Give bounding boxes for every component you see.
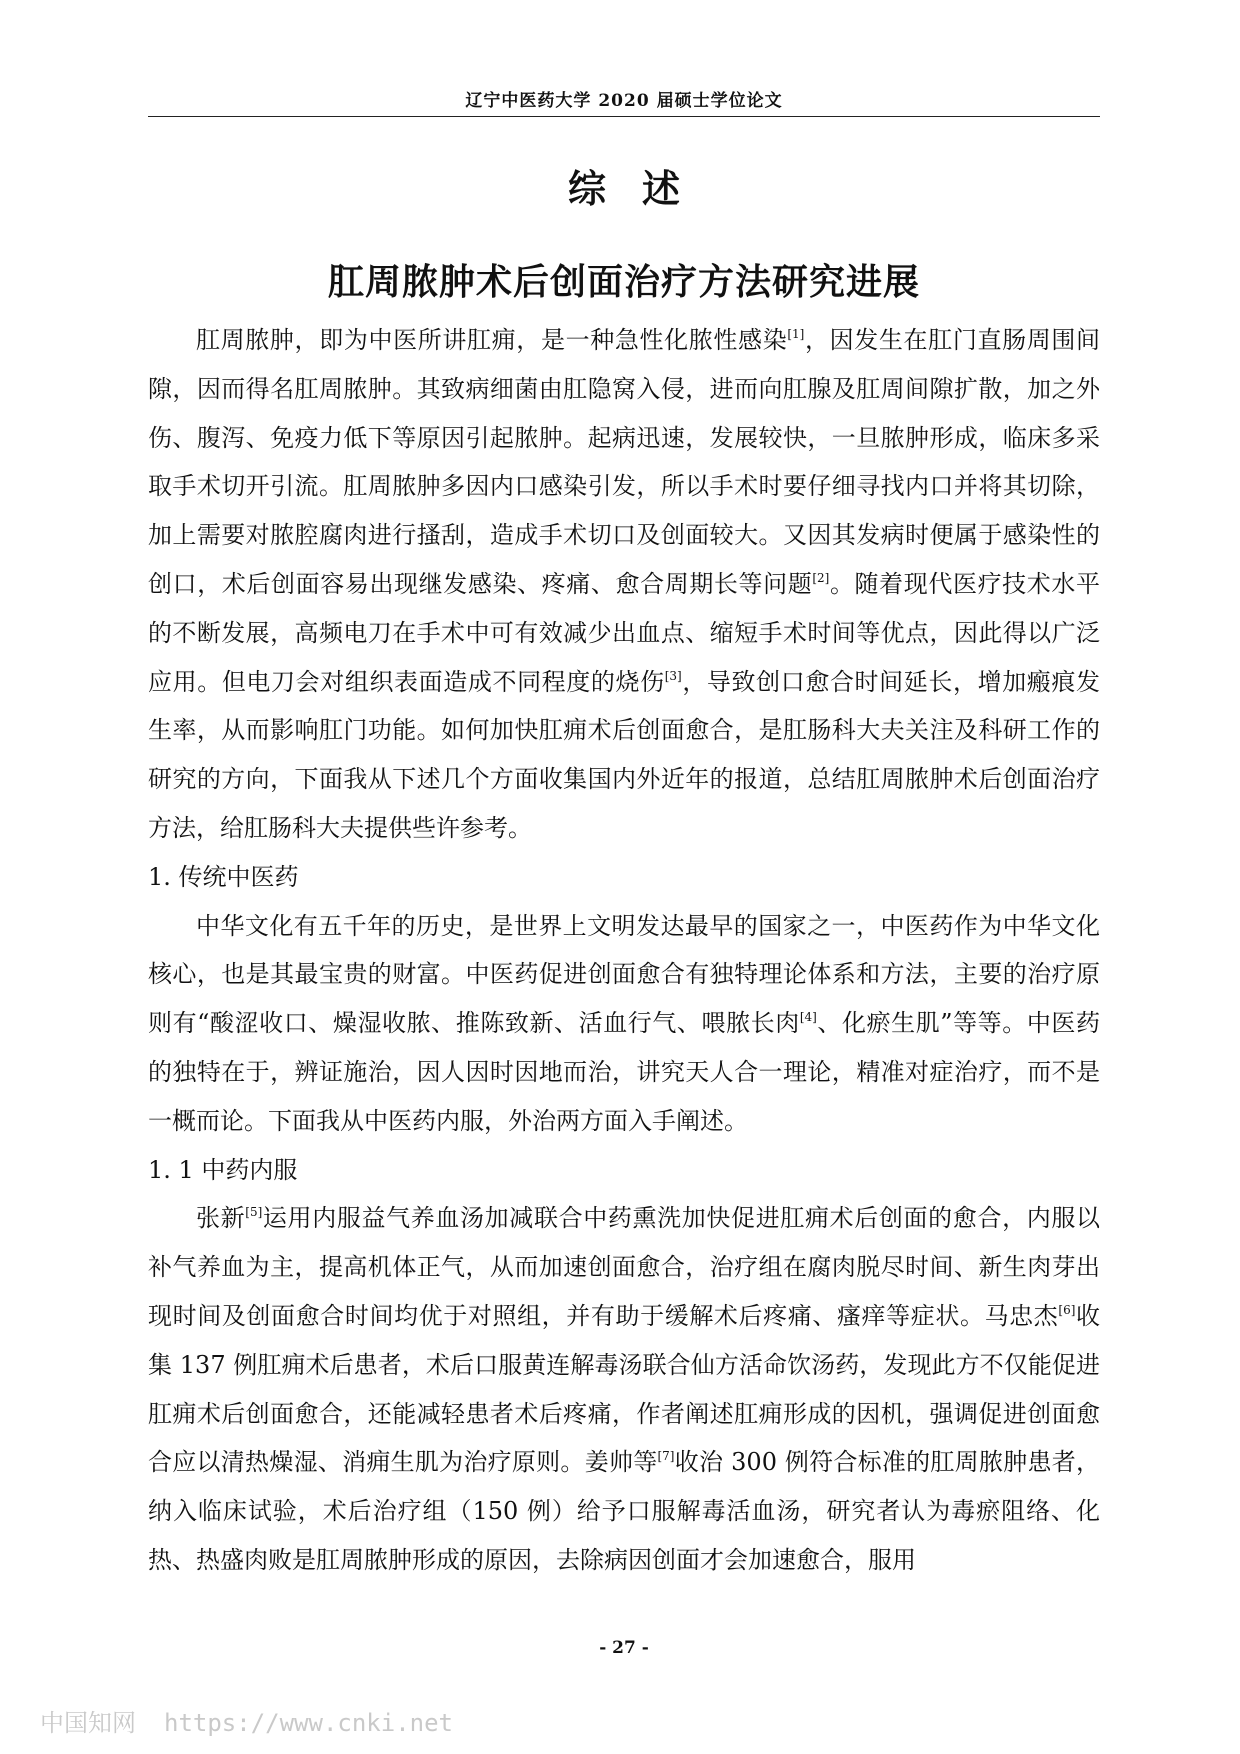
citation-2[interactable]: [2] [812, 570, 830, 585]
heading-1-1: 1. 1 中药内服 [148, 1155, 298, 1184]
text-span: 运用内服益气养血汤加减联合中药熏洗加快促进肛痈术后创面的愈合，内服以补气养血为主，提高机体正气，从而加速创面愈合，治疗组在腐肉脱尽时间、新生肉芽出现时间及创面愈合时间均优于对照组，并有助于缓解术后疼痛、瘙痒等症状。马忠杰 [148, 1204, 1101, 1330]
citation-1[interactable]: [1] [787, 327, 805, 341]
paragraph-tcm [148, 902, 1100, 1146]
citation-5[interactable]: [5] [245, 1205, 263, 1220]
page-number: - 27 - [599, 1638, 649, 1658]
text-span: 张新 [196, 1204, 246, 1233]
text-span: 、化瘀生肌”等等。中医药的独特在于，辨证施治，因人因时因地而治，讲究天人合一理论，精准对症治疗，而不是一概而论。下面我从中医药内服，外治两方面入手阐述。 [148, 1009, 1100, 1135]
heading-1: 1. 传统中医药 [148, 862, 299, 891]
citation-4[interactable]: [4] [799, 1010, 817, 1025]
body-text [148, 316, 1100, 1585]
text-span: ，因发生在肛门直肠周围间隙，因而得名肛周脓肿。其致病细菌由肛隐窝入侵，进而向肛腺及肛周间隙扩散，加之外伤、腹泻、免疫力低下等原因引起脓肿。起病迅速，发展较快，一旦脓肿形成，临床多采取手术切开引流。肛周脓肿多因内口感染引发，所以手术时要仔细寻找内口并将其切除，加上需要对脓腔腐肉进行搔刮，造成手术切口及创面较大。又因其发病时便属于感染性的创口，术后创面容易出现继发感染、疼痛、愈合周期长等问题 [148, 326, 1101, 598]
paragraph-intro [148, 316, 1100, 853]
watermark-url: https://www.cnki.net [164, 1709, 453, 1737]
section-title: 综述 [567, 166, 716, 211]
paragraph-oral-medicine [148, 1194, 1100, 1584]
text-span: 。随着现代医疗技术水平的不断发展，高频电刀在手术中可有效减少出血点、缩短手术时间等优点，因此得以广泛应用。但电刀会对组织表面造成不同程度的烧伤 [148, 569, 1101, 696]
text-span: 收集 137 例肛痈术后患者，术后口服黄连解毒汤联合仙方活命饮汤药，发现此方不仅能促进肛痈术后创面愈合，还能减轻患者术后疼痛，作者阐述肛痈形成的因机，强调促进创面愈合应以清热燥湿、消痈生肌为治疗原则。姜帅等 [148, 1301, 1101, 1477]
citation-7[interactable]: [7] [657, 1449, 675, 1464]
header-rule [148, 116, 1100, 117]
text-span: ，导致创口愈合时间延长，增加瘢痕发生率，从而影响肛门功能。如何加快肛痈术后创面愈合，是肛肠科大夫关注及科研工作的研究的方向，下面我从下述几个方面收集国内外近年的报道，总结肛周脓肿术后创面治疗方法，给肛肠科大夫提供些许参考。 [148, 667, 1101, 842]
paper-title: 肛周脓肿术后创面治疗方法研究进展 [327, 261, 920, 303]
watermark-brand: 中国知网 [40, 1709, 136, 1737]
text-span: 收治 300 例符合标准的肛周脓肿患者，纳入临床试验，术后治疗组（150 例）给予口服解毒活血汤，研究者认为毒瘀阻络、化热、热盛肉败是肛周脓肿形成的原因，去除病因创面才会加速愈合，服用 [148, 1448, 1100, 1574]
citation-3[interactable]: [3] [664, 668, 682, 683]
text-span: 肛周脓肿，即为中医所讲肛痈，是一种急性化脓性感染 [196, 326, 788, 354]
text-span: 中华文化有五千年的历史，是世界上文明发达最早的国家之一，中医药作为中华文化核心，也是其最宝贵的财富。中医药促进创面愈合有独特理论体系和方法，主要的治疗原则有“酸涩收口、燥湿收脓、推陈致新、活血行气、喂脓长肉 [148, 911, 1100, 1038]
running-header: 辽宁中医药大学 2020 届硕士学位论文 [465, 91, 783, 111]
citation-6[interactable]: [6] [1058, 1302, 1076, 1317]
watermark [40, 1703, 453, 1738]
